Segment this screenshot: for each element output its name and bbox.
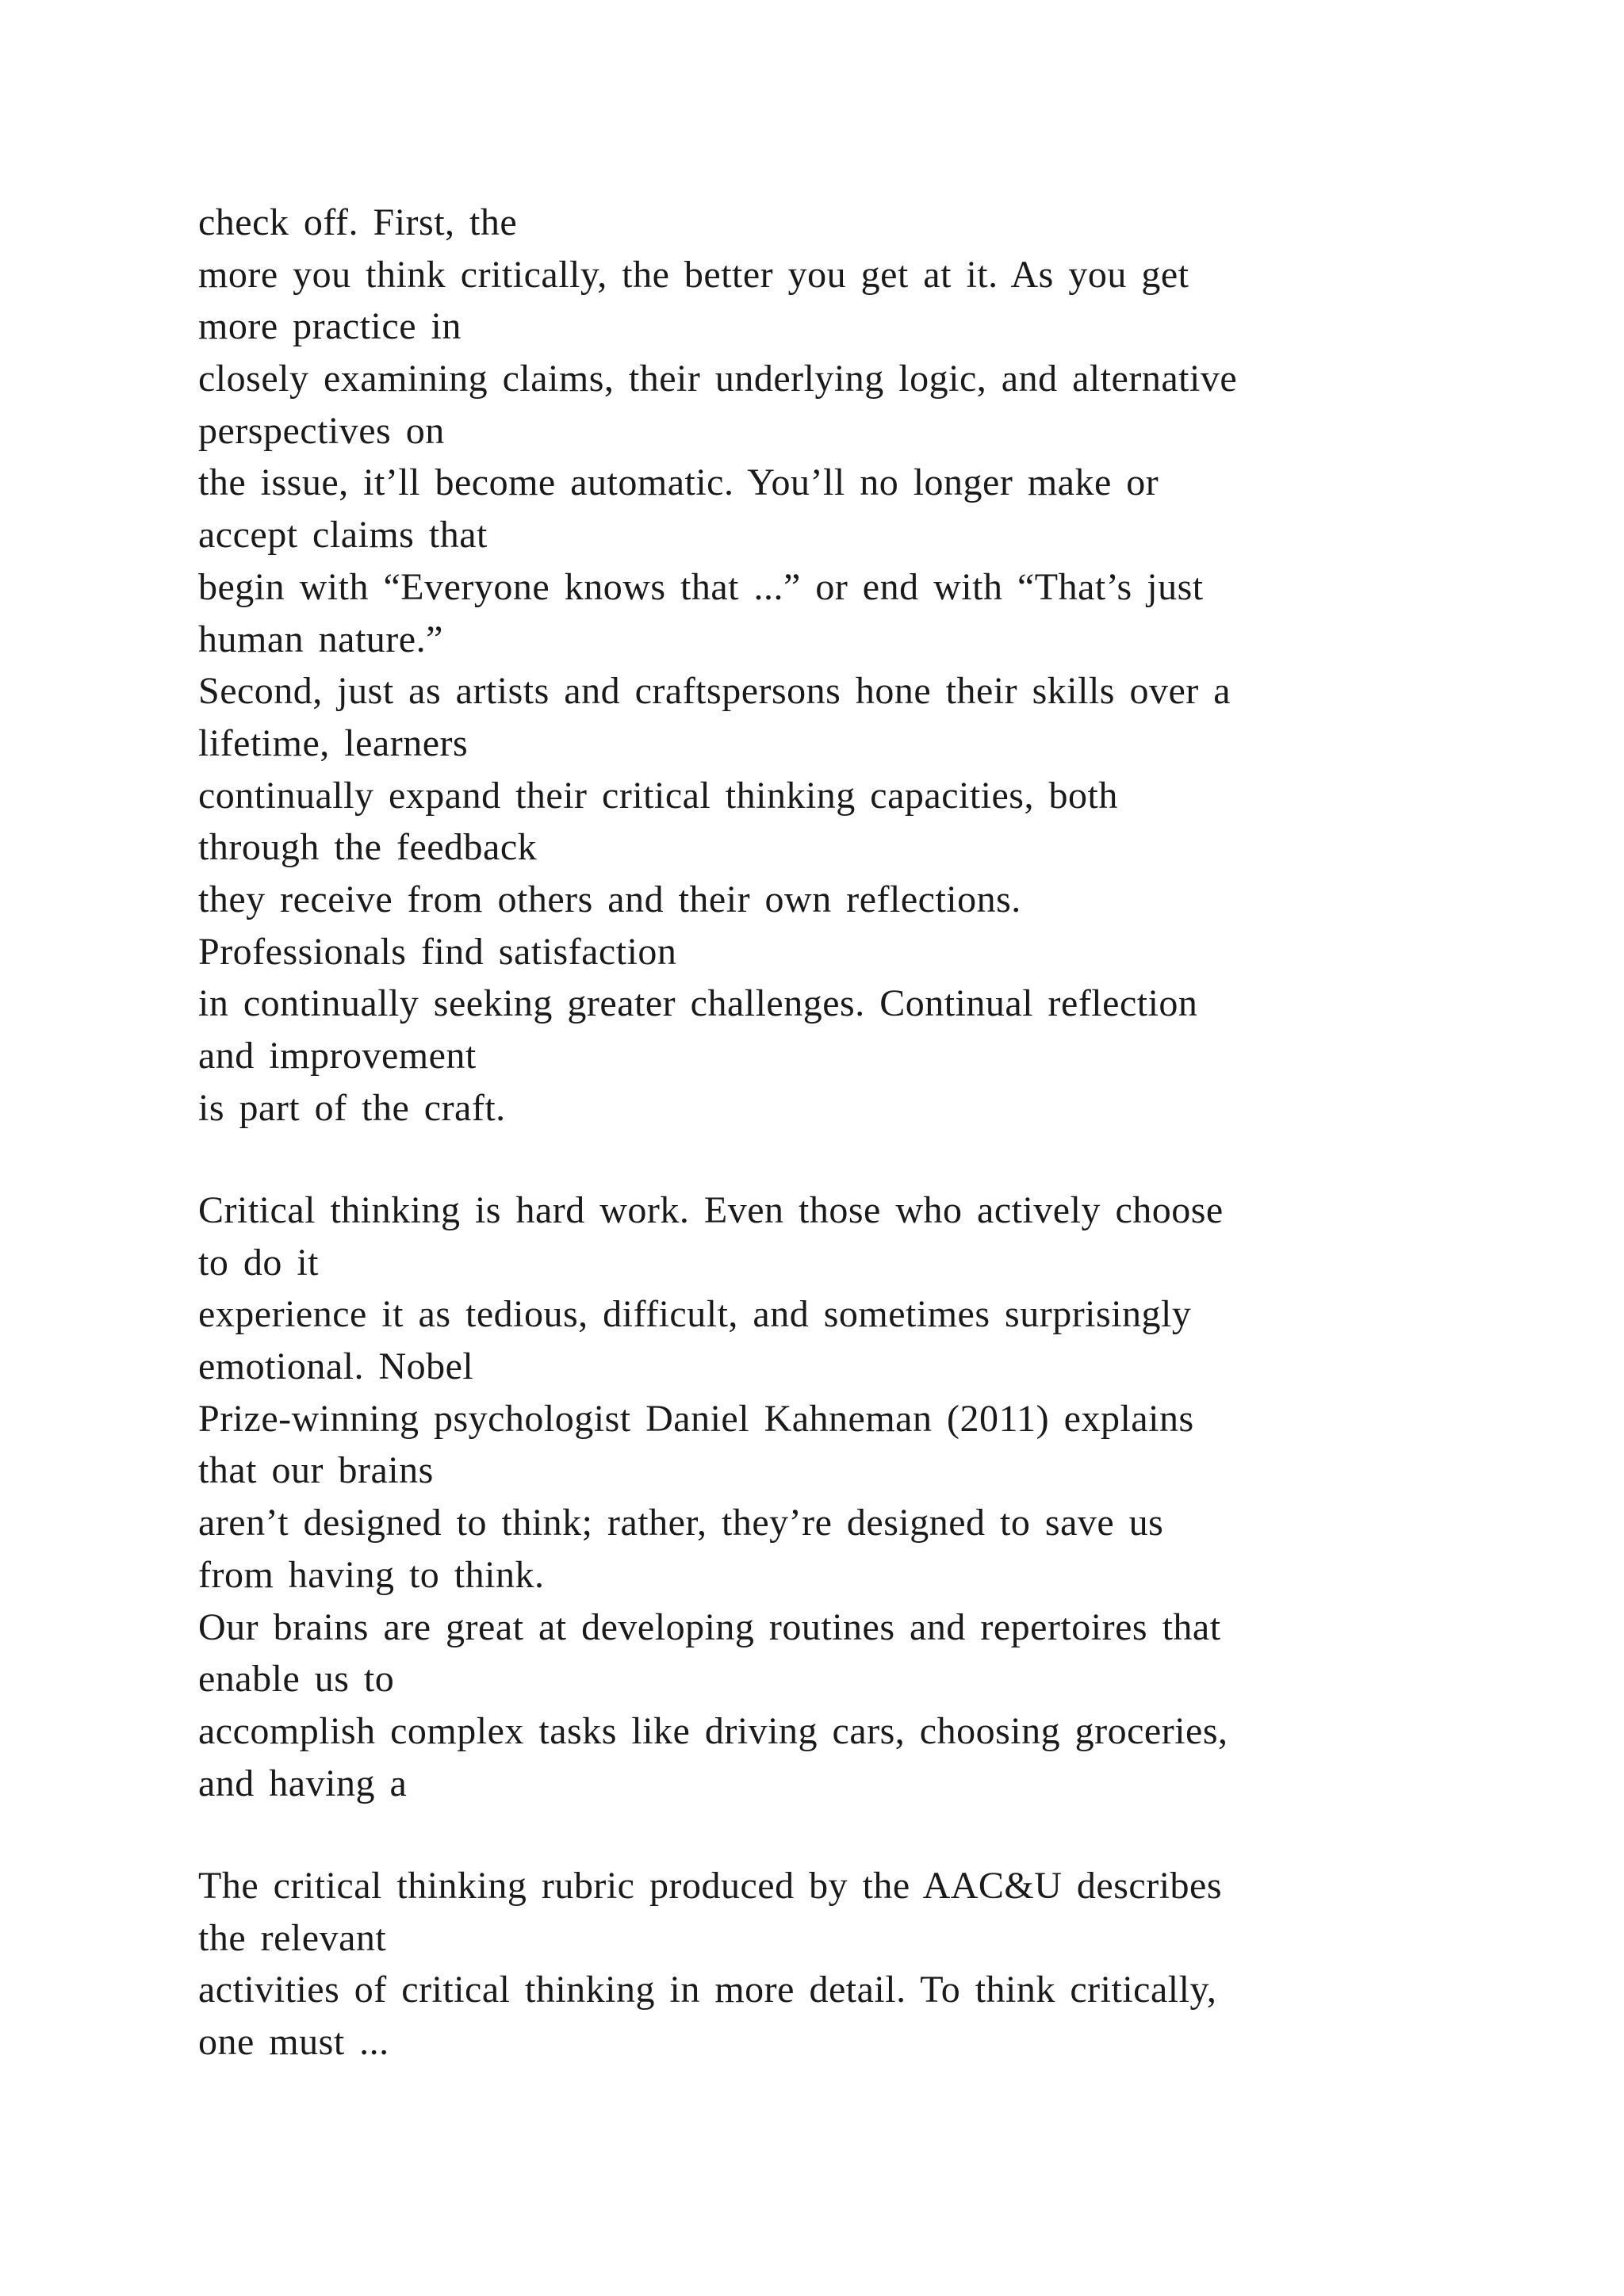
text-line: more practice in xyxy=(198,305,462,348)
text-line: enable us to xyxy=(198,1658,395,1701)
text-line: the relevant xyxy=(198,1916,387,1959)
text-line: Prize-winning psychologist Daniel Kahneman (2011) explains xyxy=(198,1397,1194,1440)
text-line: and improvement xyxy=(198,1035,477,1077)
text-line: through the feedback xyxy=(198,826,538,869)
text-line: aren’t designed to think; rather, they’re designed to save us xyxy=(198,1502,1164,1544)
text-line: is part of the craft. xyxy=(198,1086,506,1129)
text-line: that our brains xyxy=(198,1449,434,1492)
text-line: Second, just as artists and craftspersons hone their skills over a xyxy=(198,670,1231,713)
text-line: to do it xyxy=(198,1241,320,1284)
text-line: and having a xyxy=(198,1762,408,1804)
text-line: accomplish complex tasks like driving cars, choosing groceries, xyxy=(198,1709,1228,1752)
text-line: they receive from others and their own reflections. xyxy=(198,878,1021,920)
text-line: Critical thinking is hard work. Even those who actively choose xyxy=(198,1189,1224,1231)
text-line: Our brains are great at developing routines and repertoires that xyxy=(198,1605,1221,1648)
paragraph-2 xyxy=(198,1184,1467,1809)
text-line: activities of critical thinking in more detail. To think critically, xyxy=(198,1969,1217,2011)
text-line: perspectives on xyxy=(198,409,445,452)
text-line: begin with “Everyone knows that ...” or end with “That’s just xyxy=(198,565,1204,608)
text-line: check off. First, the xyxy=(198,201,518,243)
text-line: accept claims that xyxy=(198,514,488,557)
paragraph-3 xyxy=(198,1860,1467,2068)
text-line: experience it as tedious, difficult, and sometimes surprisingly xyxy=(198,1293,1192,1336)
text-line: closely examining claims, their underlying logic, and alternative xyxy=(198,358,1238,400)
text-line: from having to think. xyxy=(198,1553,545,1596)
text-line: in continually seeking greater challenges. Continual reflection xyxy=(198,982,1198,1025)
text-line: the issue, it’ll become automatic. You’ll no longer make or xyxy=(198,461,1159,504)
text-line: The critical thinking rubric produced by the AAC&U describes xyxy=(198,1865,1223,1907)
text-line: emotional. Nobel xyxy=(198,1345,474,1388)
text-line: one must ... xyxy=(198,2021,389,2064)
paragraph-1 xyxy=(198,197,1467,1134)
text-line: human nature.” xyxy=(198,618,443,660)
text-line: continually expand their critical thinking capacities, both xyxy=(198,774,1118,817)
text-line: more you think critically, the better you get at it. As you get xyxy=(198,253,1189,296)
text-line: lifetime, learners xyxy=(198,721,469,764)
text-line: Professionals find satisfaction xyxy=(198,930,677,973)
